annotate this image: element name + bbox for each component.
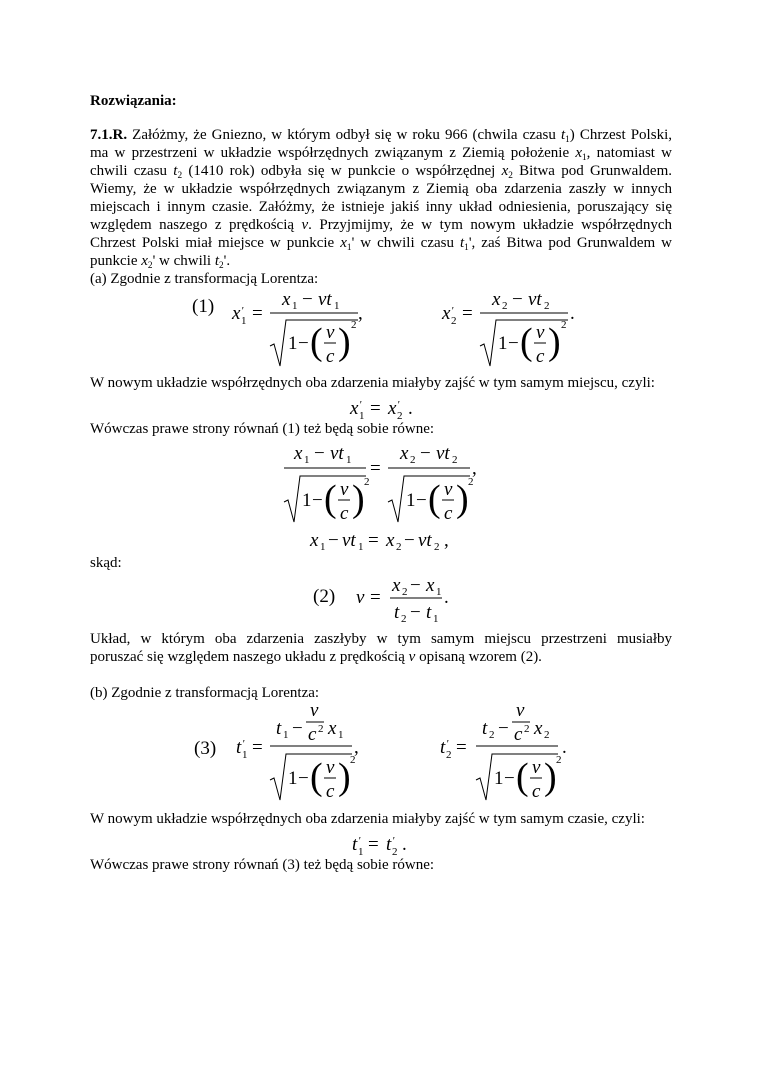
svg-text:,: , — [354, 737, 359, 758]
svg-text:x: x — [386, 530, 395, 551]
svg-text:': ' — [359, 399, 362, 411]
svg-text:t: t — [352, 834, 358, 855]
svg-text:vt: vt — [342, 530, 356, 551]
svg-text:': ' — [446, 738, 449, 750]
svg-text:−: − — [512, 289, 523, 310]
svg-text:1: 1 — [242, 749, 248, 761]
svg-text:x: x — [492, 289, 501, 310]
svg-text:c: c — [514, 724, 523, 745]
svg-text:=: = — [462, 303, 473, 324]
svg-text:2: 2 — [452, 454, 458, 466]
svg-text:1: 1 — [302, 490, 312, 511]
paragraph-line: 7.1.R. Załóżmy, że Gniezno, w którym odbył się w roku 966 (chwila czasu $t_1$) Chrzest Polski, — [90, 127, 672, 145]
svg-text:v: v — [326, 322, 335, 343]
svg-text:v: v — [532, 757, 541, 778]
equation-2-label: (2) — [313, 586, 336, 607]
svg-text:x: x — [534, 718, 543, 739]
equation-2 — [352, 572, 462, 628]
svg-text:=: = — [370, 398, 381, 419]
svg-text:2: 2 — [468, 476, 474, 488]
svg-text:(: ( — [324, 478, 337, 520]
svg-text:c: c — [326, 781, 335, 802]
svg-text:1: 1 — [346, 454, 352, 466]
svg-text:2: 2 — [544, 729, 550, 741]
paragraph-line: punkcie $x_2'$ w chwili $t_2'$. — [90, 253, 231, 271]
svg-text:1: 1 — [283, 729, 289, 741]
svg-text:=: = — [370, 587, 381, 608]
svg-text:2: 2 — [451, 315, 457, 327]
svg-text:': ' — [392, 835, 395, 847]
svg-text:t: t — [394, 602, 400, 623]
svg-text:c: c — [532, 781, 541, 802]
svg-text:1: 1 — [241, 315, 247, 327]
svg-text:1: 1 — [436, 586, 442, 598]
svg-text:vt: vt — [528, 289, 542, 310]
svg-text:2: 2 — [318, 723, 324, 735]
svg-text:': ' — [358, 835, 361, 847]
svg-text:v: v — [356, 587, 365, 608]
svg-text:(: ( — [428, 478, 441, 520]
svg-text:vt: vt — [436, 443, 450, 464]
svg-text:−: − — [302, 289, 313, 310]
svg-text:2: 2 — [351, 319, 357, 331]
equation-rhs-equal — [282, 440, 482, 530]
svg-text:2: 2 — [402, 586, 408, 598]
svg-text:2: 2 — [364, 476, 370, 488]
svg-text:vt: vt — [330, 443, 344, 464]
svg-text:(: ( — [516, 756, 529, 798]
svg-text:1: 1 — [304, 454, 310, 466]
svg-text:.: . — [562, 737, 567, 758]
equation-t-equal — [350, 830, 430, 858]
svg-text:t: t — [276, 718, 282, 739]
svg-text:−: − — [498, 718, 509, 739]
svg-text:v: v — [444, 479, 453, 500]
svg-text:1: 1 — [494, 768, 504, 789]
paragraph-line: względem naszego z prędkością v. Przyjmijmy, że w tym nowym układzie współrzędnych — [90, 217, 672, 233]
equation-x-equal — [348, 394, 428, 422]
svg-text:): ) — [548, 321, 561, 363]
svg-text:c: c — [536, 346, 545, 367]
svg-text:1: 1 — [358, 846, 364, 858]
equation-linear — [308, 526, 468, 556]
svg-text:': ' — [242, 738, 245, 750]
svg-text:vt: vt — [318, 289, 332, 310]
svg-text:−: − — [504, 768, 515, 789]
svg-text:1: 1 — [288, 333, 298, 354]
svg-text:−: − — [404, 530, 415, 551]
svg-text:2: 2 — [446, 749, 452, 761]
svg-text:x: x — [350, 398, 359, 419]
svg-text:t: t — [482, 718, 488, 739]
svg-text:=: = — [456, 737, 467, 758]
svg-text:x: x — [442, 303, 451, 324]
svg-text:x: x — [310, 530, 319, 551]
svg-text:2: 2 — [397, 410, 403, 422]
svg-text:1: 1 — [406, 490, 416, 511]
svg-text:1: 1 — [334, 300, 340, 312]
svg-text:2: 2 — [410, 454, 416, 466]
svg-text:': ' — [451, 305, 454, 317]
svg-text:=: = — [368, 834, 379, 855]
svg-text:1: 1 — [498, 333, 508, 354]
svg-text:x: x — [400, 443, 409, 464]
paragraph-line: poruszać się względem naszego układu z prędkością v opisaną wzorem (2). — [90, 649, 542, 665]
svg-text:2: 2 — [401, 613, 407, 625]
heading: Rozwiązania: — [90, 93, 177, 109]
problem-label: 7.1.R. — [90, 127, 128, 143]
paragraph-line: Układ, w którym oba zdarzenia zaszłyby w tym samym miejscu przestrzeni musiałby — [90, 631, 672, 647]
svg-text:−: − — [416, 490, 427, 511]
svg-text:,: , — [358, 303, 363, 324]
svg-text:1: 1 — [292, 300, 298, 312]
equation-3 — [234, 700, 594, 810]
svg-text:.: . — [570, 303, 575, 324]
svg-text:2: 2 — [524, 723, 530, 735]
svg-text:−: − — [508, 333, 519, 354]
svg-text:=: = — [252, 737, 263, 758]
svg-text:2: 2 — [561, 319, 567, 331]
svg-text:vt: vt — [418, 530, 432, 551]
svg-text:=: = — [370, 458, 381, 479]
equation-1-label: (1) — [192, 296, 215, 317]
paragraph-line: ma w przestrzeni w układzie współrzędnych związanym z Ziemią położenie $x_1$, natomiast w — [90, 145, 672, 163]
svg-text:−: − — [312, 490, 323, 511]
svg-text:x: x — [294, 443, 303, 464]
svg-text:−: − — [328, 530, 339, 551]
paragraph-line: W nowym układzie współrzędnych oba zdarzenia miałyby zajść w tym samym miejscu, czyli: — [90, 375, 655, 391]
svg-text:v: v — [536, 322, 545, 343]
svg-text:c: c — [444, 503, 453, 524]
svg-text:2: 2 — [434, 541, 440, 553]
svg-text:): ) — [544, 756, 557, 798]
svg-text:c: c — [308, 724, 317, 745]
svg-text:2: 2 — [392, 846, 398, 858]
svg-text:,: , — [444, 530, 449, 551]
equation-3-label: (3) — [194, 738, 217, 759]
svg-text:.: . — [408, 398, 413, 419]
svg-text:.: . — [402, 834, 407, 855]
equation-1 — [230, 286, 590, 372]
svg-text:1: 1 — [338, 729, 344, 741]
svg-text:t: t — [236, 737, 242, 758]
svg-text:1: 1 — [320, 541, 326, 553]
svg-text:(: ( — [520, 321, 533, 363]
svg-text:x: x — [232, 303, 241, 324]
paragraph-line: W nowym układzie współrzędnych oba zdarzenia miałyby zajść w tym samym czasie, czyli: — [90, 811, 645, 827]
svg-text:−: − — [298, 768, 309, 789]
svg-text:(: ( — [310, 756, 323, 798]
paragraph-line: chwili czasu $t_2$ (1410 rok) odbyła się w punkcie o współrzędnej $x_2$ Bitwa pod Grunwaldem. — [90, 163, 673, 181]
svg-text:v: v — [516, 700, 525, 721]
svg-text:x: x — [328, 718, 337, 739]
svg-text:): ) — [338, 321, 351, 363]
paragraph-line: Wówczas prawe strony równań (3) też będą sobie równe: — [90, 857, 435, 873]
svg-text:x: x — [392, 575, 401, 596]
part-a-label: (a) Zgodnie z transformacją Lorentza: — [90, 271, 319, 287]
paragraph-line: skąd: — [90, 555, 122, 571]
svg-text:c: c — [326, 346, 335, 367]
svg-text:t: t — [426, 602, 432, 623]
svg-text:−: − — [420, 443, 431, 464]
svg-text:,: , — [472, 458, 477, 479]
part-b-label: (b) Zgodnie z transformacją Lorentza: — [90, 685, 320, 701]
svg-text:v: v — [310, 700, 319, 721]
svg-text:2: 2 — [556, 754, 562, 766]
svg-text:−: − — [298, 333, 309, 354]
svg-text:.: . — [444, 587, 449, 608]
svg-text:2: 2 — [544, 300, 550, 312]
svg-text:1: 1 — [288, 768, 298, 789]
svg-text:2: 2 — [350, 754, 356, 766]
svg-text:2: 2 — [489, 729, 495, 741]
svg-text:(: ( — [310, 321, 323, 363]
svg-text:−: − — [292, 718, 303, 739]
svg-text:1: 1 — [358, 541, 364, 553]
svg-text:1: 1 — [359, 410, 365, 422]
svg-text:): ) — [352, 478, 365, 520]
svg-text:2: 2 — [396, 541, 402, 553]
svg-text:x: x — [426, 575, 435, 596]
svg-text:c: c — [340, 503, 349, 524]
paragraph-line: Wówczas prawe strony równań (1) też będą sobie równe: — [90, 421, 435, 437]
paragraph-line: miejscach i innym czasie. Załóżmy, że istnieje jakiś inny układ odniesienia, poruszający się — [90, 199, 672, 215]
svg-text:': ' — [241, 305, 244, 317]
svg-text:x: x — [282, 289, 291, 310]
svg-text:1: 1 — [433, 613, 439, 625]
paragraph-line: Wiemy, że w układzie współrzędnych związanym z Ziemią oba zdarzenia zaszły w innych — [90, 181, 672, 197]
svg-text:−: − — [410, 602, 421, 623]
svg-text:t: t — [440, 737, 446, 758]
svg-text:): ) — [456, 478, 469, 520]
svg-text:v: v — [340, 479, 349, 500]
svg-text:2: 2 — [502, 300, 508, 312]
paragraph-line: Chrzest Polski miał miejsce w punkcie $x_1'$ w chwili czasu $t_1'$, zaś Bitwa pod Grunwaldem w — [90, 235, 673, 253]
svg-text:': ' — [397, 399, 400, 411]
svg-text:=: = — [368, 530, 379, 551]
svg-text:): ) — [338, 756, 351, 798]
svg-text:−: − — [314, 443, 325, 464]
svg-text:x: x — [388, 398, 397, 419]
svg-text:=: = — [252, 303, 263, 324]
svg-text:t: t — [386, 834, 392, 855]
svg-text:v: v — [326, 757, 335, 778]
svg-text:−: − — [410, 575, 421, 596]
